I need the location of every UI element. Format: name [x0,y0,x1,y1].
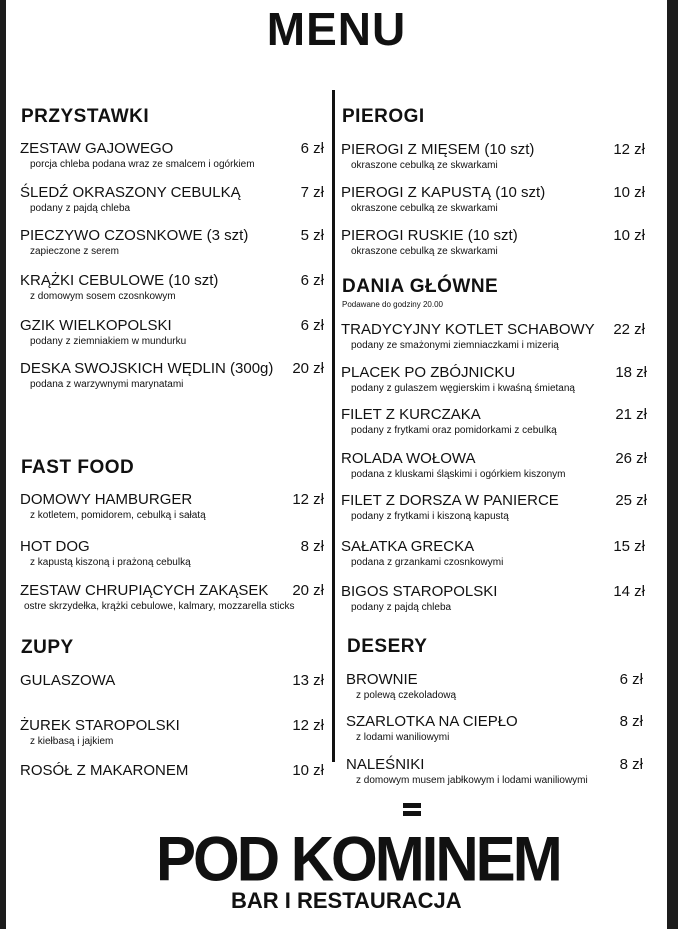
item-price: 8 zł [300,538,324,555]
item-name: SAŁATKA GRECKA [341,538,475,555]
menu-title: MENU [266,3,407,55]
item-description: podana z warzywnymi marynatami [30,379,184,390]
item-name: ZESTAW CHRUPIĄCYCH ZAKĄSEK [20,582,269,599]
item-price: 6 zł [300,272,324,289]
item-description: podany z frytkami oraz pomidorkami z cebulką [351,425,557,436]
section-heading-pierogi: PIEROGI [342,106,425,127]
item-name: ROSÓŁ Z MAKARONEM [20,762,189,779]
item-price: 8 zł [619,756,643,773]
item-description: podana z grzankami czosnkowymi [351,557,504,568]
item-name: DESKA SWOJSKICH WĘDLIN (300g) [20,360,274,377]
item-description: podany z frytkami i kiszoną kapustą [351,511,509,522]
item-price: 6 zł [300,317,324,334]
item-name: FILET Z KURCZAKA [341,406,481,423]
item-name: SZARLOTKA NA CIEPŁO [346,713,518,730]
section-heading-dania-glowne: DANIA GŁÓWNE [342,276,499,297]
item-description: podany z pajdą chleba [351,602,452,613]
item-description: z polewą czekoladową [356,690,457,701]
item-price: 12 zł [292,717,324,734]
item-description: zapieczone z serem [30,246,119,257]
logo-chimney-mark [403,811,421,816]
restaurant-logo: POD KOMINEM [156,824,560,895]
section-heading-fast-food: FAST FOOD [21,457,135,478]
serving-hours-note: Podawane do godziny 20.00 [342,300,443,309]
item-price: 13 zł [292,672,324,689]
item-name: GZIK WIELKOPOLSKI [20,317,172,334]
item-description: porcja chleba podana wraz ze smalcem i ogórkiem [30,159,255,170]
item-price: 6 zł [619,671,643,688]
item-name: ZESTAW GAJOWEGO [20,140,174,157]
item-name: KRĄŻKI CEBULOWE (10 szt) [20,272,219,289]
item-name: PIEROGI Z KAPUSTĄ (10 szt) [341,184,546,201]
item-price: 7 zł [300,184,324,201]
item-description: okraszone cebulką ze skwarkami [351,160,498,171]
item-name: DOMOWY HAMBURGER [20,491,193,508]
section-heading-desery: DESERY [347,636,428,657]
item-price: 8 zł [619,713,643,730]
item-price: 18 zł [615,364,647,381]
item-name: ROLADA WOŁOWA [341,450,476,467]
item-name: PIEROGI Z MIĘSEM (10 szt) [341,141,535,158]
item-description: z lodami waniliowymi [356,732,450,743]
item-name: PIEROGI RUSKIE (10 szt) [341,227,518,244]
item-description: podany z pajdą chleba [30,203,131,214]
item-price: 6 zł [300,140,324,157]
item-name: GULASZOWA [20,672,116,689]
item-description: podany z gulaszem węgierskim i kwaśną śmietaną [351,383,575,394]
item-price: 10 zł [292,762,324,779]
item-description: okraszone cebulką ze skwarkami [351,246,498,257]
column-divider [332,90,335,762]
item-name: PIECZYWO CZOSNKOWE (3 szt) [20,227,249,244]
item-price: 15 zł [613,538,645,555]
item-name: TRADYCYJNY KOTLET SCHABOWY [341,321,595,338]
item-name: NALEŚNIKI [346,756,425,773]
restaurant-tagline: BAR I RESTAURACJA [231,888,462,913]
item-price: 26 zł [615,450,647,467]
item-price: 21 zł [615,406,647,423]
item-description: okraszone cebulką ze skwarkami [351,203,498,214]
item-description: z domowym musem jabłkowym i lodami waniliowymi [356,775,588,786]
section-heading-przystawki: PRZYSTAWKI [21,106,150,127]
item-description: z domowym sosem czosnkowym [30,291,176,302]
item-description: z kotletem, pomidorem, cebulką i sałatą [30,510,206,521]
item-price: 5 zł [300,227,324,244]
item-name: PLACEK PO ZBÓJNICKU [341,364,516,381]
item-description: podany ze smażonymi ziemniaczkami i mizerią [351,340,559,351]
section-heading-zupy: ZUPY [21,637,74,658]
logo-chimney-mark [403,803,421,808]
item-name: FILET Z DORSZA W PANIERCE [341,492,559,509]
item-name: BROWNIE [346,671,418,688]
item-description: podany z ziemniakiem w mundurku [30,336,187,347]
item-description: ostre skrzydełka, krążki cebulowe, kalmary, mozzarella sticks [24,601,295,612]
item-description: z kapustą kiszoną i prażoną cebulką [30,557,191,568]
menu-page [6,0,667,929]
item-price: 12 zł [613,141,645,158]
item-name: BIGOS STAROPOLSKI [341,583,498,600]
item-price: 10 zł [613,184,645,201]
item-price: 12 zł [292,491,324,508]
item-price: 14 zł [613,583,645,600]
item-price: 20 zł [292,582,324,599]
item-description: podana z kluskami śląskimi i ogórkiem kiszonym [351,469,566,480]
item-name: ŚLEDŹ OKRASZONY CEBULKĄ [20,184,241,201]
item-name: ŻUREK STAROPOLSKI [20,717,180,734]
item-name: HOT DOG [20,538,90,555]
item-price: 20 zł [292,360,324,377]
item-description: z kiełbasą i jajkiem [30,736,114,747]
item-price: 22 zł [613,321,645,338]
item-price: 25 zł [615,492,647,509]
item-price: 10 zł [613,227,645,244]
